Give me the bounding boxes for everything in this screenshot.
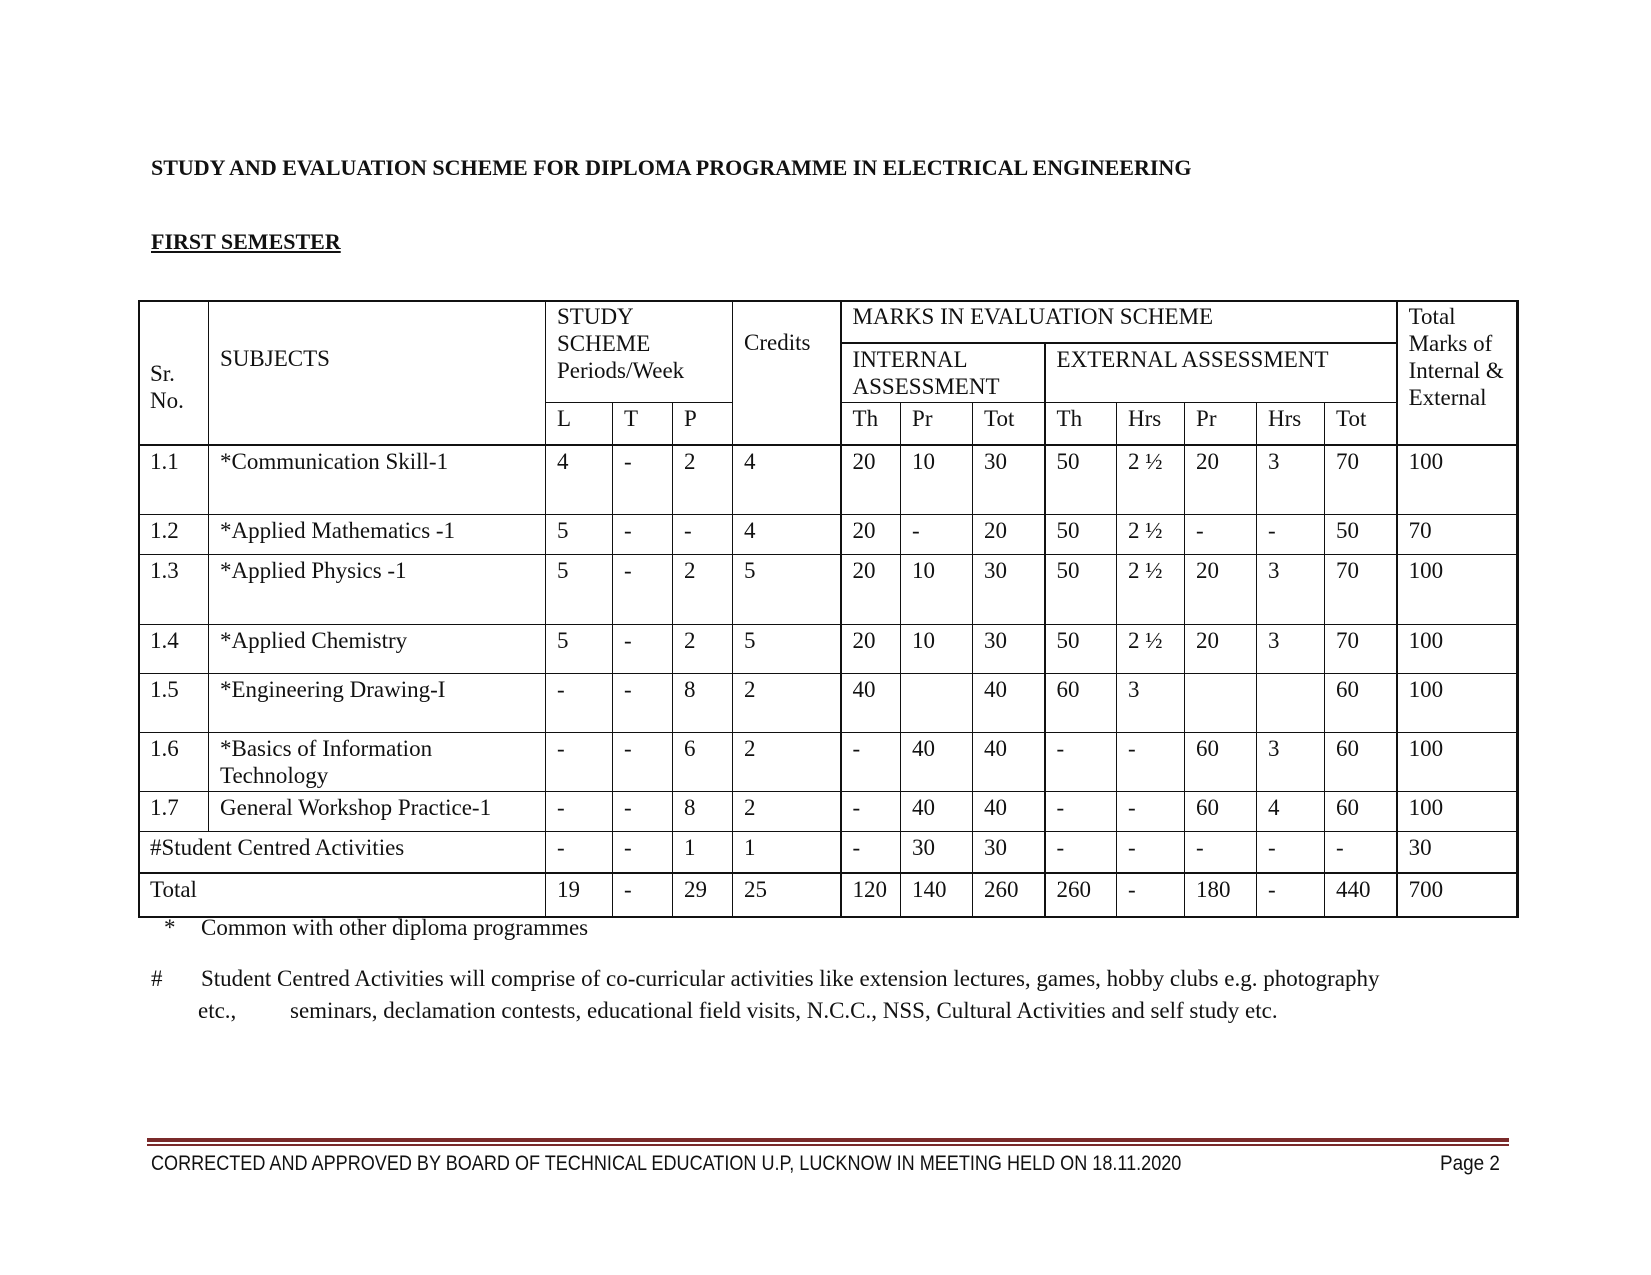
row-value: 5 — [546, 624, 613, 673]
row-value: 8 — [673, 791, 733, 832]
row-value: - — [841, 791, 901, 832]
row-value: 30 — [973, 832, 1045, 873]
header-external-assessment: EXTERNAL ASSESSMENT — [1045, 343, 1397, 402]
row-value: 50 — [1045, 555, 1117, 624]
footer-rule-thin — [147, 1144, 1509, 1146]
row-value: - — [673, 514, 733, 555]
row-value: - — [546, 673, 613, 732]
row-value: 2 ½ — [1117, 624, 1185, 673]
row-value: 60 — [1185, 732, 1257, 791]
row-value: 4 — [1257, 791, 1325, 832]
table-row — [139, 514, 1519, 555]
row-sr-no: 1.5 — [139, 673, 209, 732]
row-value: 30 — [901, 832, 973, 873]
row-value: - — [1257, 832, 1325, 873]
note-star-symbol: * — [164, 915, 176, 940]
table-row — [139, 555, 1519, 624]
row-value: 5 — [733, 555, 841, 624]
row-value: - — [1325, 832, 1397, 873]
row-subject: *Applied Chemistry — [209, 624, 546, 673]
row-value: 60 — [1185, 791, 1257, 832]
row-value: 2 — [733, 732, 841, 791]
row-value: - — [613, 732, 673, 791]
total-value: - — [613, 873, 673, 918]
row-value: 10 — [901, 624, 973, 673]
total-value: 440 — [1325, 873, 1397, 918]
table-row — [139, 673, 1519, 732]
row-value: 40 — [901, 791, 973, 832]
row-value: 100 — [1397, 791, 1519, 832]
row-sr-no: 1.3 — [139, 555, 209, 624]
footer-approval-text: CORRECTED AND APPROVED BY BOARD OF TECHNICAL EDUCATION U.P, LUCKNOW IN MEETING HELD ON 18.11.2020 — [151, 1152, 1182, 1175]
row-value: 4 — [733, 514, 841, 555]
row-value: 50 — [1045, 514, 1117, 555]
total-value: 260 — [973, 873, 1045, 918]
row-value: 3 — [1257, 624, 1325, 673]
row-value: - — [613, 624, 673, 673]
row-value: - — [1117, 732, 1185, 791]
row-value: - — [613, 445, 673, 514]
row-value: 60 — [1045, 673, 1117, 732]
row-value: - — [1257, 514, 1325, 555]
sub-header-cell: Th — [1045, 402, 1117, 445]
row-value: 20 — [841, 445, 901, 514]
row-value: - — [613, 791, 673, 832]
header-study-scheme: STUDY SCHEME Periods/Week — [546, 301, 733, 403]
sub-header-cell: Hrs — [1257, 402, 1325, 445]
row-value: 60 — [1325, 732, 1397, 791]
row-sr-no: 1.7 — [139, 791, 209, 832]
total-value: 29 — [673, 873, 733, 918]
row-value — [1257, 673, 1325, 732]
row-subject: *Communication Skill-1 — [209, 445, 546, 514]
row-value: 2 ½ — [1117, 514, 1185, 555]
row-value: - — [1117, 791, 1185, 832]
row-value: - — [1045, 791, 1117, 832]
row-value: 2 ½ — [1117, 445, 1185, 514]
row-subject: General Workshop Practice-1 — [209, 791, 546, 832]
row-value: - — [613, 514, 673, 555]
sub-header-cell: Pr — [901, 402, 973, 445]
row-value: 3 — [1257, 555, 1325, 624]
row-value: - — [1185, 832, 1257, 873]
row-value: - — [613, 673, 673, 732]
row-value: 20 — [1185, 555, 1257, 624]
row-value: - — [546, 732, 613, 791]
note-hash-symbol: # — [151, 966, 163, 991]
note-hash-line1: Student Centred Activities will comprise of co-curricular activities like extension lectures, games, hobby clubs e.g. photography — [201, 966, 1380, 991]
row-value: 20 — [841, 555, 901, 624]
row-value: 1 — [673, 832, 733, 873]
sub-header-cell: L — [546, 402, 613, 445]
total-value: 120 — [841, 873, 901, 918]
row-value: 20 — [1185, 624, 1257, 673]
sub-header-cell: T — [613, 402, 673, 445]
row-value: 100 — [1397, 673, 1519, 732]
row-value: 3 — [1257, 732, 1325, 791]
total-value: 25 — [733, 873, 841, 918]
row-value — [1185, 673, 1257, 732]
row-value: 8 — [673, 673, 733, 732]
row-subject: *Basics of Information Technology — [209, 732, 546, 791]
row-value: - — [613, 555, 673, 624]
header-sr-no: Sr. No. — [139, 301, 209, 445]
row-value: 4 — [546, 445, 613, 514]
row-value: 5 — [546, 555, 613, 624]
document-title: STUDY AND EVALUATION SCHEME FOR DIPLOMA PROGRAMME IN ELECTRICAL ENGINEERING — [151, 155, 1192, 180]
row-value: 5 — [733, 624, 841, 673]
page-number: Page 2 — [1440, 1152, 1500, 1175]
header-marks: MARKS IN EVALUATION SCHEME — [841, 301, 1397, 344]
row-value: 20 — [1185, 445, 1257, 514]
row-sr-no: 1.4 — [139, 624, 209, 673]
row-value: 3 — [1117, 673, 1185, 732]
total-label: Total — [139, 873, 546, 918]
sub-header-cell: Tot — [1325, 402, 1397, 445]
row-value: 70 — [1325, 445, 1397, 514]
row-value: 5 — [546, 514, 613, 555]
sub-header-cell: Hrs — [1117, 402, 1185, 445]
note-hash-line2: seminars, declamation contests, educational field visits, N.C.C., NSS, Cultural Activities and self study etc. — [290, 998, 1278, 1023]
note-star-text: Common with other diploma programmes — [201, 915, 589, 940]
row-value: 3 — [1257, 445, 1325, 514]
row-value: 30 — [973, 445, 1045, 514]
table-row — [139, 732, 1519, 791]
row-value: 100 — [1397, 624, 1519, 673]
row-value: 1 — [733, 832, 841, 873]
row-value: 20 — [841, 514, 901, 555]
header-total-marks: Total Marks of Internal & External — [1397, 301, 1519, 445]
total-value: - — [1117, 873, 1185, 918]
total-value: 19 — [546, 873, 613, 918]
row-value: 70 — [1325, 555, 1397, 624]
row-value: - — [613, 832, 673, 873]
row-value: - — [1185, 514, 1257, 555]
row-value: 50 — [1325, 514, 1397, 555]
evaluation-scheme-table — [138, 300, 1519, 918]
header-subjects: SUBJECTS — [209, 301, 546, 445]
row-subject: *Applied Physics -1 — [209, 555, 546, 624]
row-value: 2 ½ — [1117, 555, 1185, 624]
row-sr-no: 1.1 — [139, 445, 209, 514]
sub-header-cell: Pr — [1185, 402, 1257, 445]
activities-row — [139, 832, 1519, 873]
row-value: 30 — [973, 624, 1045, 673]
header-internal-assessment: INTERNAL ASSESSMENT — [841, 343, 1045, 402]
row-value: 40 — [973, 673, 1045, 732]
row-sr-no: 1.2 — [139, 514, 209, 555]
row-value: 2 — [733, 673, 841, 732]
row-subject: *Applied Mathematics -1 — [209, 514, 546, 555]
row-value: 100 — [1397, 732, 1519, 791]
note-hash-line2-start: etc., — [198, 998, 237, 1023]
sub-header-cell: Tot — [973, 402, 1045, 445]
total-value: 180 — [1185, 873, 1257, 918]
table-row — [139, 445, 1519, 514]
row-value: 70 — [1397, 514, 1519, 555]
table-row — [139, 624, 1519, 673]
sub-header-cell: P — [673, 402, 733, 445]
row-value: 30 — [973, 555, 1045, 624]
row-value — [901, 673, 973, 732]
row-value: 2 — [673, 555, 733, 624]
row-subject: *Engineering Drawing-I — [209, 673, 546, 732]
row-value: 70 — [1325, 624, 1397, 673]
row-value: - — [546, 832, 613, 873]
row-value: 40 — [973, 791, 1045, 832]
row-value: - — [841, 832, 901, 873]
row-sr-no: 1.6 — [139, 732, 209, 791]
total-value: - — [1257, 873, 1325, 918]
row-value: 2 — [673, 445, 733, 514]
row-value: 50 — [1045, 624, 1117, 673]
row-value: 4 — [733, 445, 841, 514]
row-value: 6 — [673, 732, 733, 791]
row-value: - — [546, 791, 613, 832]
total-row — [139, 873, 1519, 918]
row-value: 2 — [673, 624, 733, 673]
row-value: 10 — [901, 445, 973, 514]
row-value: - — [1117, 832, 1185, 873]
row-value: 30 — [1397, 832, 1519, 873]
total-value: 700 — [1397, 873, 1519, 918]
table-row — [139, 791, 1519, 832]
sub-header-cell: Th — [841, 402, 901, 445]
row-value: 2 — [733, 791, 841, 832]
footer-rule — [147, 1138, 1509, 1142]
row-value: 40 — [973, 732, 1045, 791]
row-value: 60 — [1325, 791, 1397, 832]
total-value: 260 — [1045, 873, 1117, 918]
row-value: 50 — [1045, 445, 1117, 514]
row-value: 40 — [841, 673, 901, 732]
total-value: 140 — [901, 873, 973, 918]
row-value: 10 — [901, 555, 973, 624]
row-value: - — [1045, 732, 1117, 791]
header-credits: Credits — [733, 301, 841, 445]
row-value: - — [901, 514, 973, 555]
row-value: 60 — [1325, 673, 1397, 732]
row-value: - — [1045, 832, 1117, 873]
activities-label: #Student Centred Activities — [139, 832, 546, 873]
row-value: 40 — [901, 732, 973, 791]
row-value: 100 — [1397, 555, 1519, 624]
row-value: 20 — [973, 514, 1045, 555]
row-value: 20 — [841, 624, 901, 673]
row-value: - — [841, 732, 901, 791]
semester-heading: FIRST SEMESTER — [151, 229, 341, 254]
row-value: 100 — [1397, 445, 1519, 514]
